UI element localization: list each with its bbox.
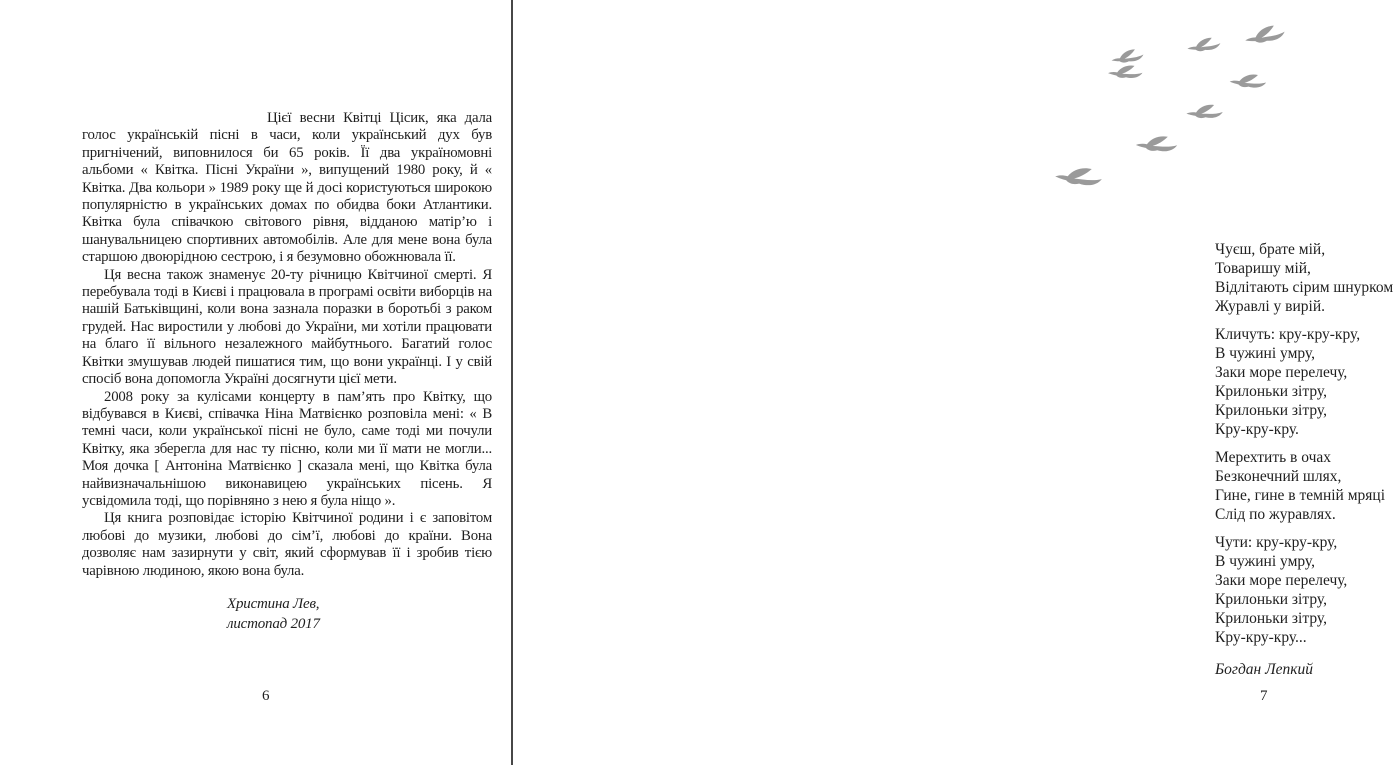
poem-line: Слід по журавлях. bbox=[1215, 506, 1336, 523]
poem-line: Журавлі у вирій. bbox=[1215, 298, 1326, 315]
paragraph-1: Цієї весни Квітці Цісик, яка дала голос українській пісні в часи, коли український дух був пригнічений, виповнилося би 65 років. Її два україномовні альбоми « Квітка. Пісні України », випущений 1980 року, й « Квітка. Два кольори » 1989 року ще й досі користуються широкою популярністю в українських домах по обидва боки Атлантики. Квітка була співачкою світового рівня, відданою матір’ю і шанувальницею спортивних автомобілів. Але для мене вона була старшою двоюрідною сестрою, і я безумовно обожнювала її. bbox=[82, 110, 492, 266]
poem-stanza-1 bbox=[1215, 240, 1393, 316]
poem-line: Чути: кру-кру-кру, bbox=[1215, 534, 1338, 551]
paragraph-3: 2008 року за кулісами концерту в пам’ять про Квітку, що відбувався в Києві, співачка Ніна Матвієнко розповіла мені: « В темні часи, коли української пісні не було, саме тоді ми почули Квітку, яка зберегла для нас ту пісню, коли ми її мати не могли... Моя дочка [ Антоніна Матвієнко ] сказала мені, що Квітка була найвизначальнішою виконавицею українських пісень. Я усвідомила тоді, що порівняно з нею я була ніщо ». bbox=[82, 388, 492, 509]
paragraph-4: Ця книга розповідає історію Квітчиної родини і є заповітом любові до музики, любові до сім’ї, любові до країни. Вона дозволяє нам зазирнути у світ, який сформував її і зробив тією чарівною людиною, якою вона була. bbox=[82, 510, 492, 579]
crane-icon bbox=[1108, 64, 1143, 79]
poem-line: Мерехтить в очах bbox=[1215, 449, 1332, 466]
poem-line: Кру-кру-кру. bbox=[1215, 421, 1299, 438]
signature-block bbox=[227, 594, 492, 634]
poem-line: Кру-кру-кру... bbox=[1215, 629, 1307, 646]
page-number-left: 6 bbox=[262, 688, 270, 704]
poem-line: Гине, гине в темній мряці bbox=[1215, 487, 1386, 504]
page-left bbox=[0, 0, 511, 765]
crane-icon bbox=[1111, 48, 1144, 64]
poem-line: Крилоньки зітру, bbox=[1215, 610, 1327, 627]
poem-stanza-3 bbox=[1215, 448, 1393, 524]
signature-date: листопад 2017 bbox=[227, 615, 320, 632]
poem-line: Крилоньки зітру, bbox=[1215, 402, 1327, 419]
poem-line: В чужині умру, bbox=[1215, 345, 1316, 362]
poem-author: Богдан Лепкий bbox=[1215, 661, 1313, 678]
poem-line: Крилоньки зітру, bbox=[1215, 383, 1327, 400]
poem-stanza-4 bbox=[1215, 533, 1393, 647]
poem-line: Кличуть: кру-кру-кру, bbox=[1215, 326, 1361, 343]
poem-line: Безконечний шлях, bbox=[1215, 468, 1342, 485]
page-right bbox=[513, 0, 1393, 765]
poem-line: Чуєш, брате мій, bbox=[1215, 241, 1326, 258]
crane-icon bbox=[1186, 104, 1223, 119]
page-number-right: 7 bbox=[1260, 688, 1268, 704]
poem-line: Відлітають сірим шнурком bbox=[1215, 279, 1393, 296]
poem bbox=[1215, 240, 1393, 679]
left-page-text bbox=[82, 110, 492, 634]
crane-icon bbox=[1244, 24, 1286, 45]
paragraph-2: Ця весна також знаменує 20-ту річницю Квітчиної смерті. Я перебувала тоді в Києві і працювала в програмі освіти виборців на нашій Батьківщині, коли вона зазнала поразки в боротьбі з раком грудей. Нас виростили у любові до України, ми хотіли працювати на благо її вільного незалежного майбутнього. Багатий голос Квітки змушував людей пишатися тим, що вони українці. І у свій спосіб вона допомогла Україні досягнути цієї мети. bbox=[82, 266, 492, 388]
signature-name: Христина Лев, bbox=[227, 595, 320, 612]
crane-icon bbox=[1135, 134, 1177, 153]
poem-line: В чужині умру, bbox=[1215, 553, 1316, 570]
poem-line: Товаришу мій, bbox=[1215, 260, 1311, 277]
poem-stanza-2 bbox=[1215, 325, 1393, 439]
flying-cranes-illustration bbox=[1038, 12, 1338, 197]
crane-icon bbox=[1187, 37, 1221, 52]
poem-line: Заки море перелечу, bbox=[1215, 364, 1348, 381]
poem-line: Крилоньки зітру, bbox=[1215, 591, 1327, 608]
crane-icon bbox=[1229, 72, 1266, 89]
crane-icon bbox=[1055, 164, 1104, 188]
poem-line: Заки море перелечу, bbox=[1215, 572, 1348, 589]
